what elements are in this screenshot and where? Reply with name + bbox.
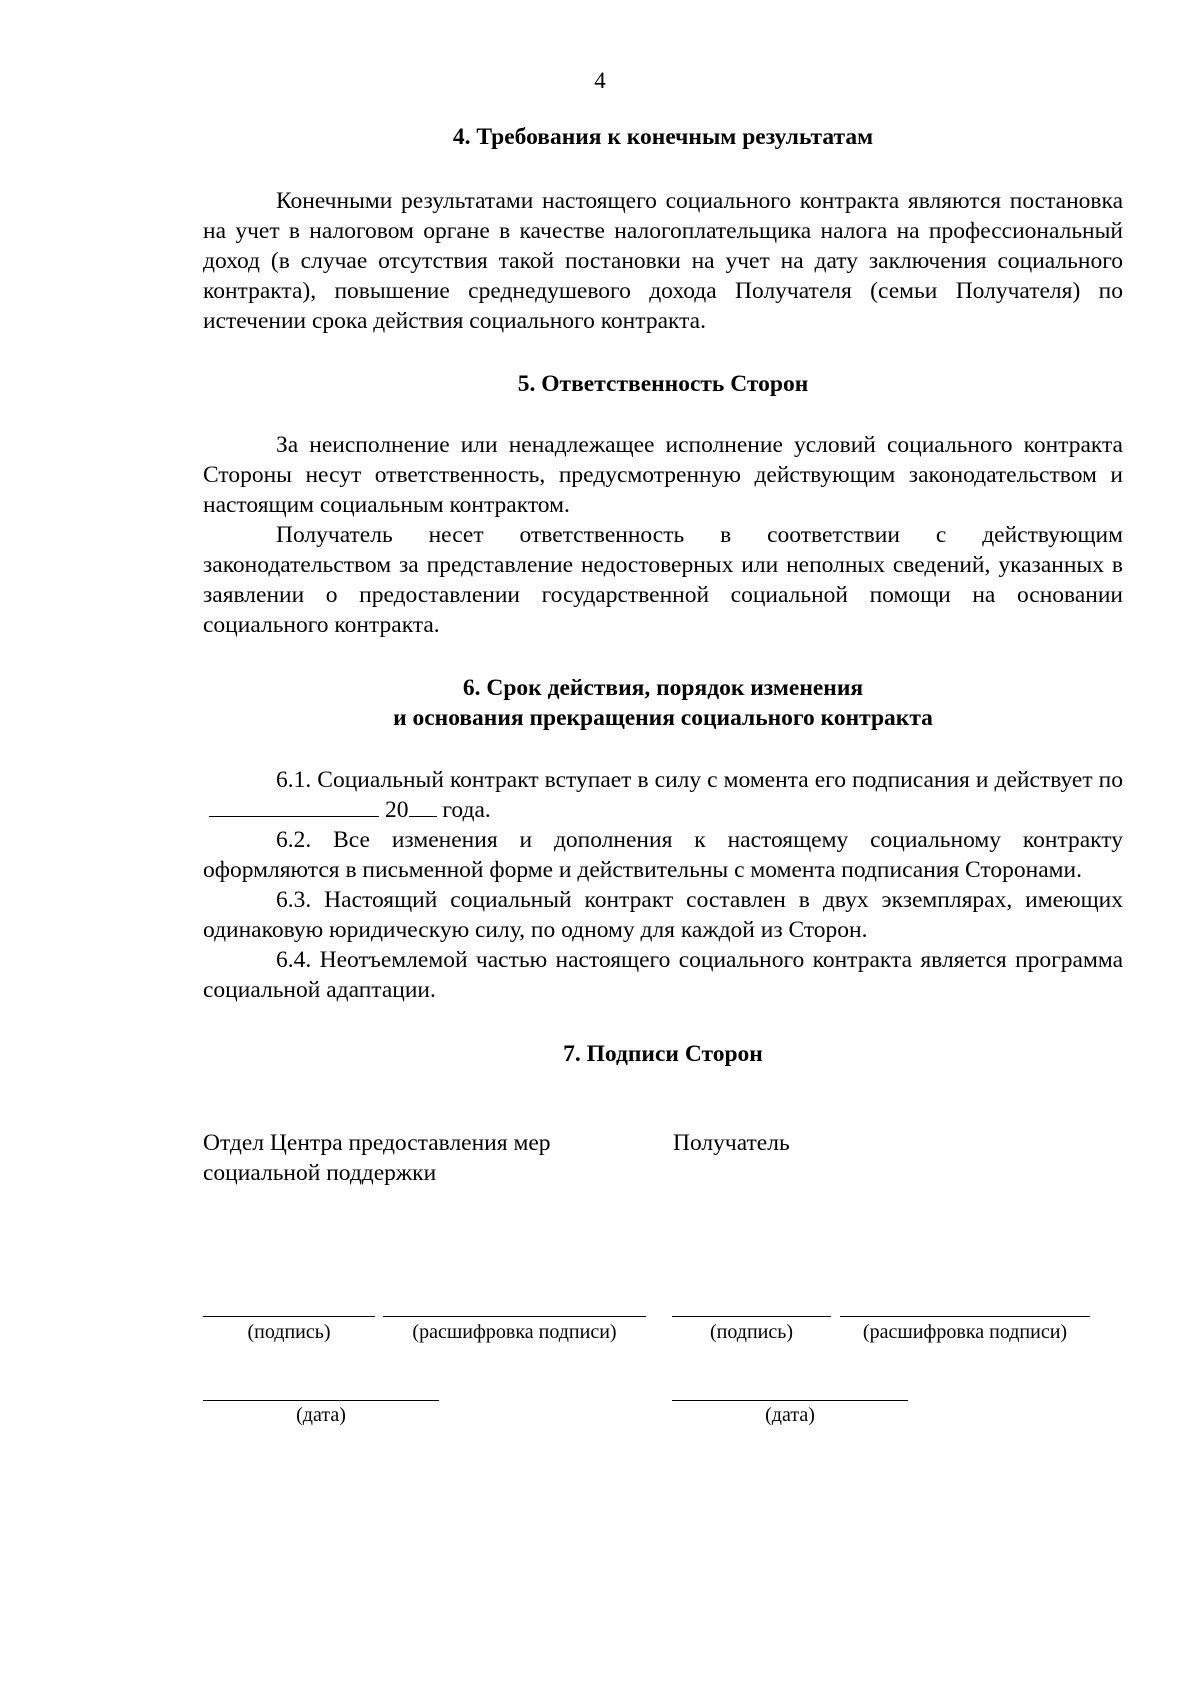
left-signature-caption: (подпись) bbox=[247, 1321, 331, 1343]
section-6-heading-line-2: и основания прекращения социального контракта bbox=[393, 705, 933, 731]
right-party-name: Получатель bbox=[673, 1130, 790, 1156]
right-decoding-line bbox=[840, 1316, 1090, 1317]
clause-6-2: 6.2. Все изменения и дополнения к настоящему социальному контракту оформляются в письменной форме и действительны с момента подписания Сторонами. bbox=[203, 827, 1123, 883]
left-party-line-1: Отдел Центра предоставления мер bbox=[203, 1130, 551, 1156]
left-decoding-line bbox=[383, 1316, 646, 1317]
left-signature-line bbox=[203, 1316, 375, 1317]
clause-6-3: 6.3. Настоящий социальный контракт составлен в двух экземплярах, имеющих одинаковую юридическую силу, по одному для каждой из Сторон. bbox=[203, 887, 1123, 943]
section-6-heading-line-1: 6. Срок действия, порядок изменения bbox=[462, 675, 864, 701]
section-7-heading: 7. Подписи Сторон bbox=[563, 1041, 763, 1067]
date-blank bbox=[209, 796, 379, 817]
section-6-heading bbox=[203, 673, 1123, 733]
clause-6-4: 6.4. Неотъемлемой частью настоящего социального контракта является программа социальной адаптации. bbox=[203, 947, 1123, 1003]
right-signature-caption: (подпись) bbox=[709, 1321, 794, 1343]
right-date-line bbox=[672, 1400, 908, 1401]
right-decoding-caption: (расшифровка подписи) bbox=[862, 1321, 1068, 1343]
year-blank bbox=[409, 796, 437, 817]
section-5-heading: 5. Ответственность Сторон bbox=[517, 371, 809, 397]
page-number: 4 bbox=[594, 68, 606, 93]
clause-6-1 bbox=[203, 765, 1123, 825]
clause-6-1-suffix: года. bbox=[442, 797, 491, 823]
left-date-caption: (дата) bbox=[296, 1404, 346, 1426]
clause-6-1-text: 6.1. Социальный контракт вступает в силу с момента его подписания и действует по bbox=[276, 767, 1123, 793]
left-date-line bbox=[203, 1400, 439, 1401]
right-date-caption: (дата) bbox=[765, 1404, 815, 1426]
document-body bbox=[203, 122, 1123, 1099]
section-5-paragraph-1: За неисполнение или ненадлежащее исполнение условий социального контракта Стороны несут ответственность, предусмотренную действующим законодательством и настоящим социальным контрактом. bbox=[203, 432, 1123, 518]
section-4-paragraph: Конечными результатами настоящего социального контракта являются постановка на учет в налоговом органе в качестве налогоплательщика налога на профессиональный доход (в случае отсутствия такой постановки на учет на дату заключения социального контракта), повышение среднедушевого дохода Получателя (семьи Получателя) по истечении срока действия социального контракта. bbox=[203, 188, 1123, 334]
section-4-heading: 4. Требования к конечным результатам bbox=[452, 124, 874, 150]
signature-block bbox=[203, 1128, 1123, 1448]
section-5-paragraph-2: Получатель несет ответственность в соответствии с действующим законодательством за представление недостоверных или неполных сведений, указанных в заявлении о предоставлении государственной социальной помощи на основании социального контракта. bbox=[203, 522, 1123, 638]
left-party-line-2: социальной поддержки bbox=[203, 1160, 437, 1186]
left-party-name bbox=[203, 1128, 623, 1188]
left-decoding-caption: (расшифровка подписи) bbox=[412, 1321, 617, 1343]
right-signature-line bbox=[672, 1316, 831, 1317]
year-prefix: 20 bbox=[385, 797, 409, 823]
